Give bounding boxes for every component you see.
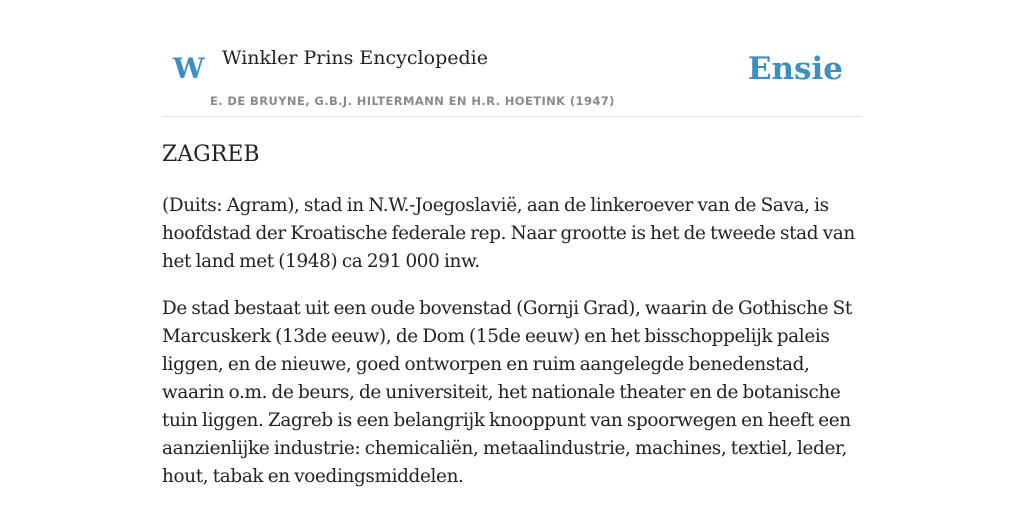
page-header	[162, 0, 862, 117]
article-headword: ZAGREB	[162, 142, 260, 167]
source-logo-icon[interactable]: W	[173, 52, 205, 85]
article-paragraph: (Duits: Agram), stad in N.W.-Joegoslavië, aan de linkeroever van de Sava, is hoofdstad der Kroatische federale rep. Naar grootte is het de tweede stad van het land met (1948) ca 291 000 inw.	[162, 195, 855, 272]
source-title[interactable]: Winkler Prins Encyclopedie	[222, 47, 488, 69]
article-paragraph: De stad bestaat uit een oude bovenstad (Gornji Grad), waarin de Gothische St Marcuskerk (13de eeuw), de Dom (15de eeuw) en het bisschoppelijk paleis liggen, en de nieuwe, goed ontworpen en ruim aangelegde benedenstad, waarin o.m. de beurs, de universiteit, het nationale theater en de botanische tuin liggen. Zagreb is een belangrijk knooppunt van spoorwegen en heeft een aanzienlijke industrie: chemicaliën, metaalindustrie, machines, textiel, leder, hout, tabak en voedingsmiddelen.	[162, 298, 852, 487]
article-body	[162, 192, 862, 510]
source-authors: E. DE BRUYNE, G.B.J. HILTERMANN EN H.R. HOETINK (1947)	[210, 94, 615, 108]
brand-logo[interactable]: Ensie	[747, 51, 843, 87]
